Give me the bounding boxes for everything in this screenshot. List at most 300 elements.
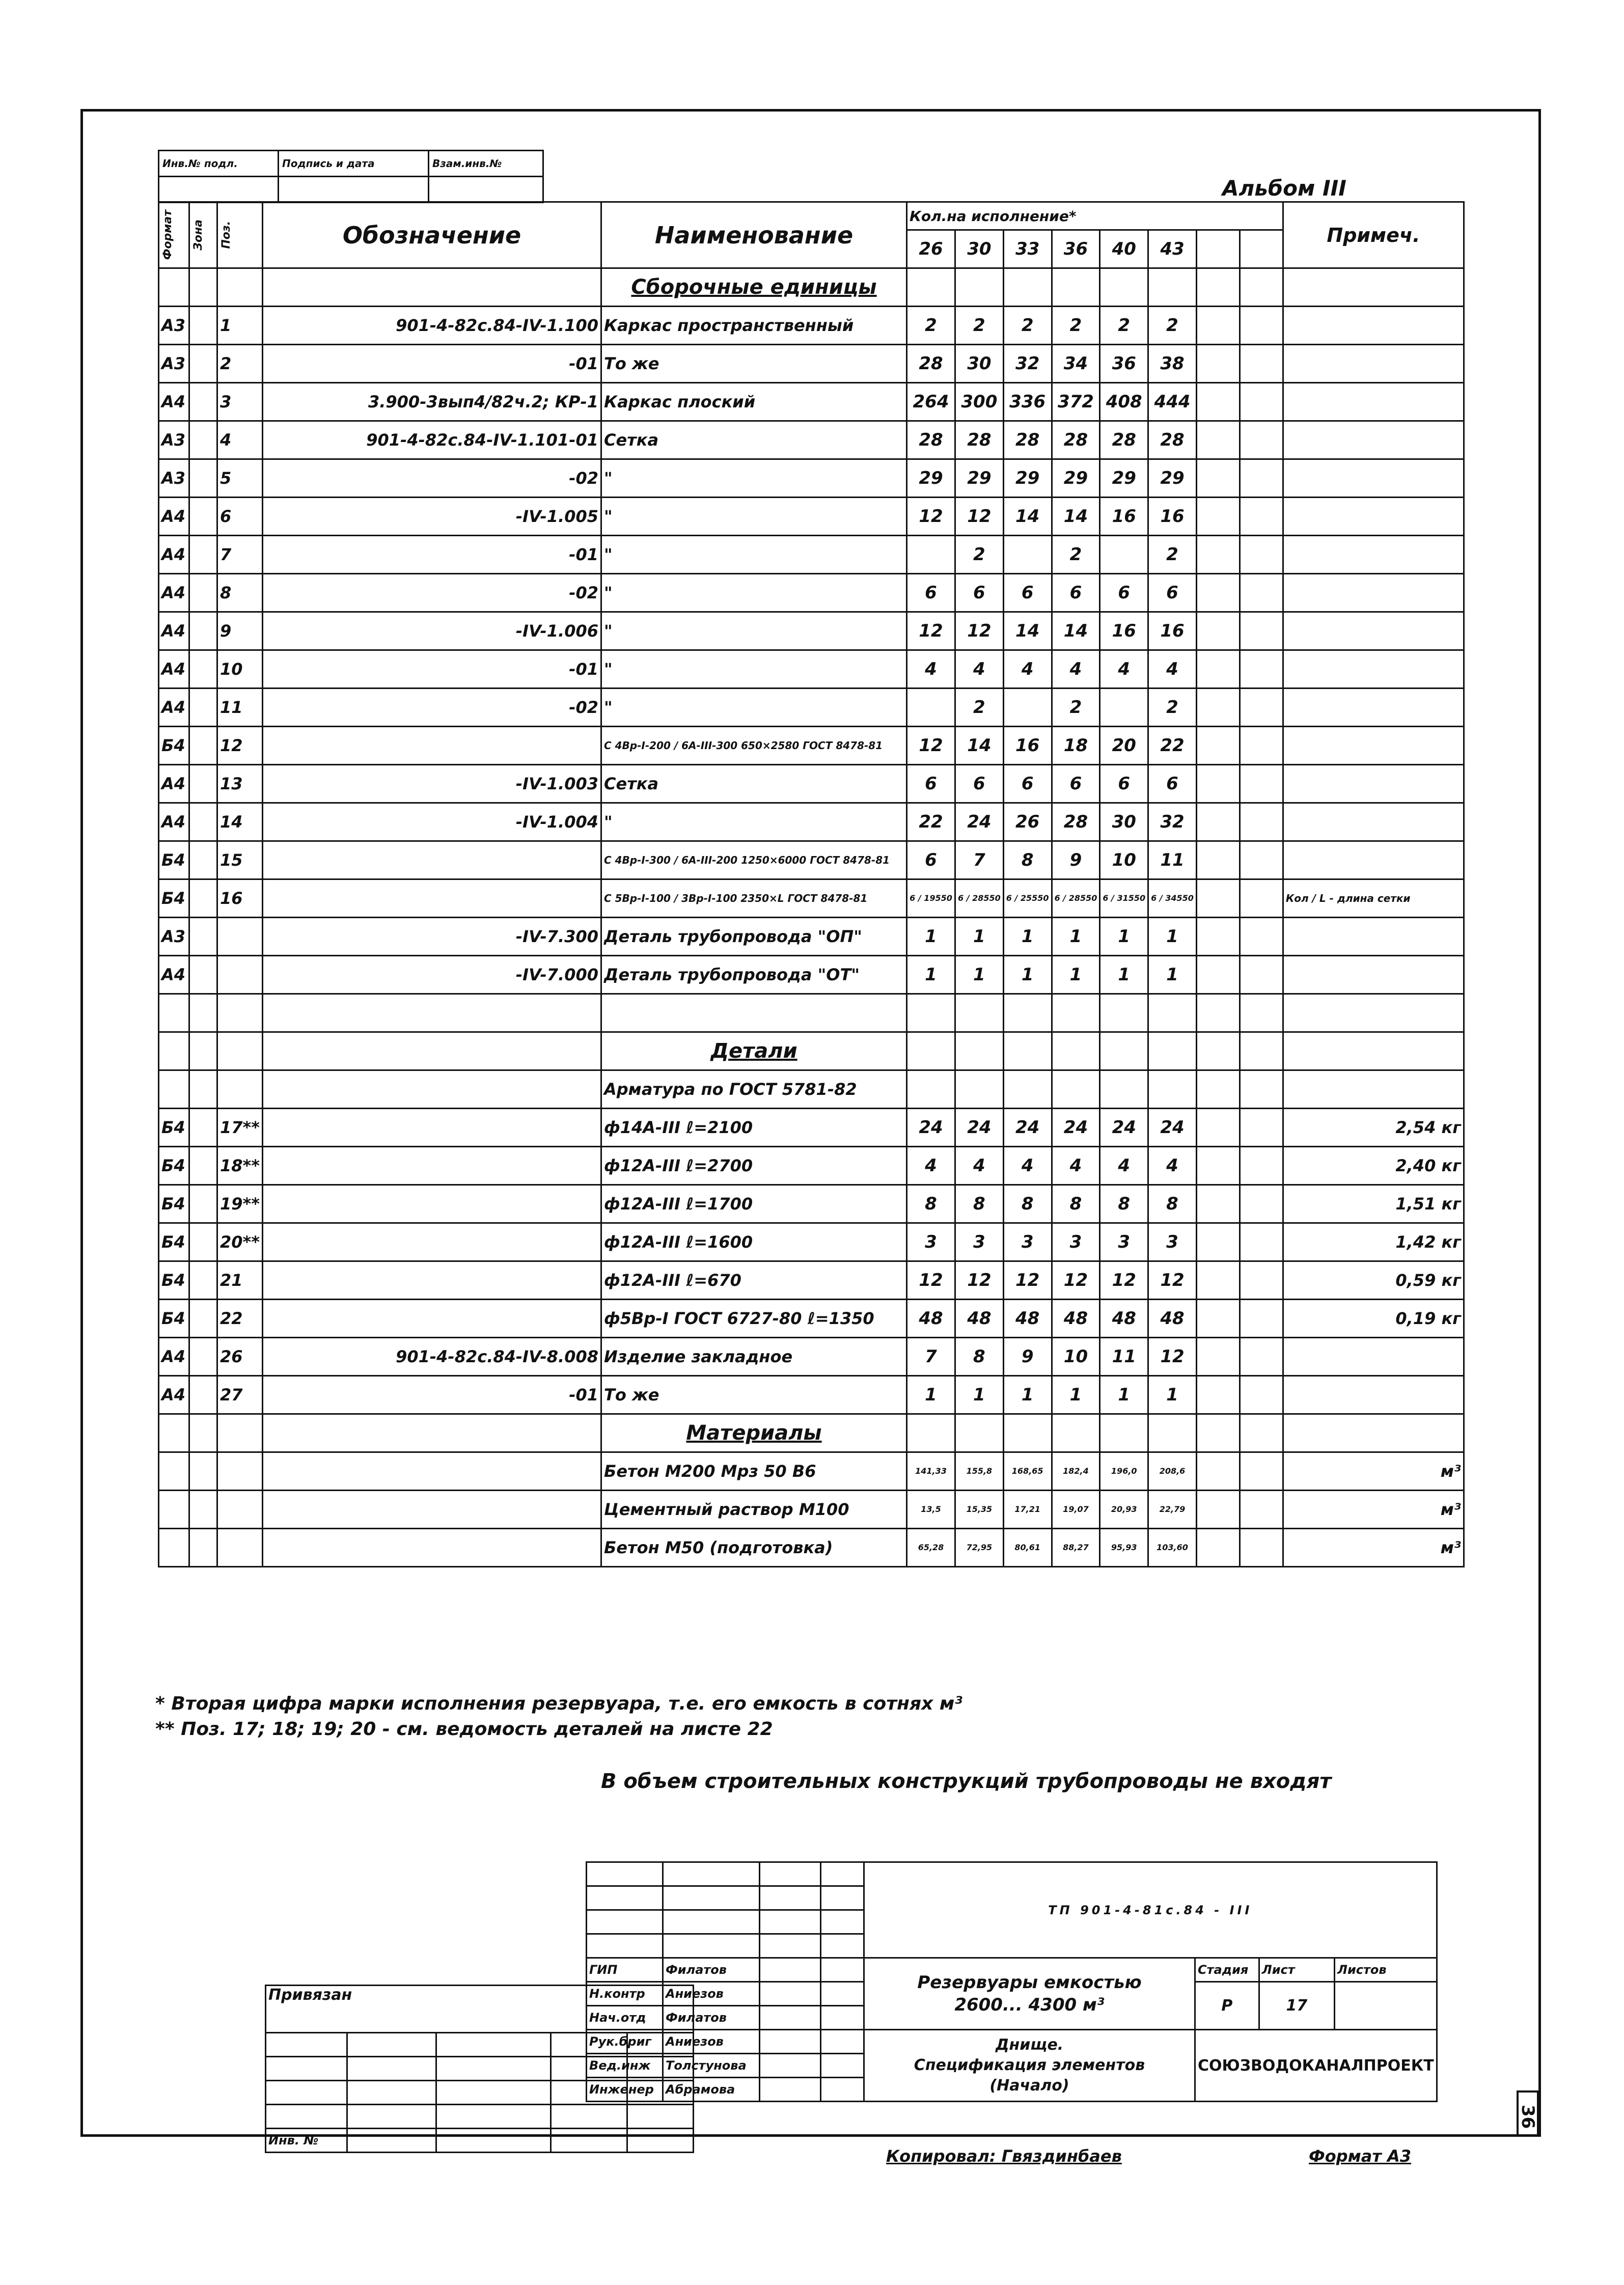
row-qty	[1196, 994, 1240, 1032]
row-name: ф12А-III ℓ=1600	[601, 1223, 907, 1261]
row-pos: 18**	[217, 1147, 263, 1185]
row-format	[159, 1529, 189, 1567]
row-pos: 11	[217, 689, 263, 727]
row-qty: 2	[955, 307, 1004, 345]
row-qty: 141,33	[907, 1452, 955, 1491]
variant-3: 33	[1003, 230, 1052, 268]
row-qty: 12	[907, 498, 955, 536]
row-qty: 1	[1052, 1376, 1100, 1414]
row-designation: 901-4-82с.84-IV-8.008	[263, 1338, 601, 1376]
row-qty	[907, 689, 955, 727]
row-qty: 6 / 19550	[907, 879, 955, 918]
row-qty: 12	[907, 1261, 955, 1300]
row-format: А3	[159, 307, 189, 345]
row-qty: 2	[1052, 536, 1100, 574]
row-qty: 30	[955, 345, 1004, 383]
row-qty: 4	[1003, 650, 1052, 689]
row-note	[1283, 1376, 1464, 1414]
row-zone	[189, 498, 217, 536]
row-qty: 6	[1052, 574, 1100, 612]
row-name: "	[601, 459, 907, 498]
row-qty	[1003, 268, 1052, 307]
variant-4: 36	[1052, 230, 1100, 268]
row-qty: 1	[955, 1376, 1004, 1414]
row-designation	[263, 1032, 601, 1070]
row-qty: 8	[1052, 1185, 1100, 1223]
row-name: "	[601, 803, 907, 841]
row-qty	[1240, 879, 1283, 918]
row-qty: 1	[955, 956, 1004, 994]
row-qty: 10	[1100, 841, 1148, 879]
row-qty: 1	[1148, 956, 1197, 994]
row-qty: 20	[1100, 727, 1148, 765]
row-qty: 12	[1052, 1261, 1100, 1300]
row-qty: 155,8	[955, 1452, 1004, 1491]
row-qty	[1196, 1109, 1240, 1147]
row-qty	[955, 268, 1004, 307]
row-qty: 24	[1100, 1109, 1148, 1147]
row-qty: 65,28	[907, 1529, 955, 1567]
row-qty	[1196, 459, 1240, 498]
row-name: "	[601, 536, 907, 574]
variant-8	[1240, 230, 1283, 268]
row-qty: 29	[1052, 459, 1100, 498]
row-pos: 21	[217, 1261, 263, 1300]
footnote-3: В объем строительных конструкций трубопроводы не входят	[601, 1770, 1332, 1793]
row-pos: 4	[217, 421, 263, 459]
row-designation	[263, 1109, 601, 1147]
row-qty	[1148, 1414, 1197, 1452]
row-zone	[189, 650, 217, 689]
row-qty: 32	[1003, 345, 1052, 383]
top-stamp-inv: Инв.№ подл.	[159, 151, 279, 177]
spec-row	[159, 1185, 1464, 1223]
row-qty: 22	[907, 803, 955, 841]
row-qty	[1240, 650, 1283, 689]
spec-row	[159, 650, 1464, 689]
top-stamp	[158, 150, 544, 203]
row-designation	[263, 841, 601, 879]
row-qty	[907, 1414, 955, 1452]
role-1: ГИП	[587, 1958, 663, 1982]
row-qty	[1196, 1338, 1240, 1376]
spec-row	[159, 803, 1464, 841]
row-designation: -01	[263, 536, 601, 574]
row-note: 1,42 кг	[1283, 1223, 1464, 1261]
row-qty: 372	[1052, 383, 1100, 421]
row-qty	[1196, 1529, 1240, 1567]
row-designation: -IV-1.004	[263, 803, 601, 841]
row-note	[1283, 918, 1464, 956]
row-qty: 1	[1052, 956, 1100, 994]
row-zone	[189, 1338, 217, 1376]
row-format: А4	[159, 536, 189, 574]
row-qty	[1240, 612, 1283, 650]
row-zone	[189, 1147, 217, 1185]
row-qty: 6	[1003, 765, 1052, 803]
row-qty: 6 / 25550	[1003, 879, 1052, 918]
row-zone	[189, 956, 217, 994]
title-sub: Днище. Спецификация элементов (Начало)	[864, 2030, 1195, 2102]
row-zone	[189, 1070, 217, 1109]
row-qty	[1196, 727, 1240, 765]
row-designation: -02	[263, 689, 601, 727]
title-block	[586, 1861, 1438, 2102]
row-qty: 6	[1100, 574, 1148, 612]
row-pos	[217, 268, 263, 307]
row-qty: 9	[1003, 1338, 1052, 1376]
row-qty: 196,0	[1100, 1452, 1148, 1491]
row-designation: -02	[263, 459, 601, 498]
row-designation	[263, 1491, 601, 1529]
row-qty: 3	[907, 1223, 955, 1261]
row-pos: 20**	[217, 1223, 263, 1261]
row-designation: -01	[263, 345, 601, 383]
row-qty: 444	[1148, 383, 1197, 421]
row-name: Каркас пространственный	[601, 307, 907, 345]
row-format: А3	[159, 459, 189, 498]
row-qty: 4	[1148, 650, 1197, 689]
row-format: А4	[159, 574, 189, 612]
row-qty	[1196, 803, 1240, 841]
row-qty: 30	[1100, 803, 1148, 841]
row-name: ф14А-III ℓ=2100	[601, 1109, 907, 1147]
row-qty: 208,6	[1148, 1452, 1197, 1491]
spec-row	[159, 956, 1464, 994]
row-qty: 4	[1052, 650, 1100, 689]
doc-code: ТП 901-4-81с.84 - III	[864, 1862, 1437, 1958]
row-qty: 26	[1003, 803, 1052, 841]
row-qty: 24	[1052, 1109, 1100, 1147]
row-note	[1283, 345, 1464, 383]
name-4: Аниезов	[663, 2030, 760, 2054]
spec-row	[159, 1300, 1464, 1338]
row-qty: 28	[1003, 421, 1052, 459]
row-note	[1283, 1070, 1464, 1109]
sheet-header: Лист	[1259, 1958, 1334, 1982]
row-qty	[1240, 841, 1283, 879]
row-qty: 12	[955, 612, 1004, 650]
row-qty: 6 / 31550	[1100, 879, 1148, 918]
row-name: ф12А-III ℓ=1700	[601, 1185, 907, 1223]
row-qty: 36	[1100, 345, 1148, 383]
row-designation	[263, 1261, 601, 1300]
row-qty: 1	[1003, 956, 1052, 994]
spec-row	[159, 536, 1464, 574]
row-pos: 27	[217, 1376, 263, 1414]
sheet-value: 17	[1259, 1982, 1334, 2030]
row-zone	[189, 612, 217, 650]
row-pos: 9	[217, 612, 263, 650]
row-format: А4	[159, 689, 189, 727]
row-designation: -IV-1.005	[263, 498, 601, 536]
row-qty	[1052, 994, 1100, 1032]
row-designation	[263, 1185, 601, 1223]
row-qty: 2	[907, 307, 955, 345]
spec-row	[159, 1338, 1464, 1376]
row-pos: 6	[217, 498, 263, 536]
row-note	[1283, 841, 1464, 879]
row-qty: 19,07	[1052, 1491, 1100, 1529]
name-1: Филатов	[663, 1958, 760, 1982]
row-zone	[189, 383, 217, 421]
row-zone	[189, 689, 217, 727]
row-name: Деталь трубопровода "ОП"	[601, 918, 907, 956]
row-pos: 12	[217, 727, 263, 765]
row-qty	[1196, 536, 1240, 574]
row-qty: 32	[1148, 803, 1197, 841]
row-note	[1283, 727, 1464, 765]
row-qty: 264	[907, 383, 955, 421]
row-qty: 1	[907, 1376, 955, 1414]
row-format: Б4	[159, 1223, 189, 1261]
spec-row	[159, 459, 1464, 498]
row-pos	[217, 1491, 263, 1529]
row-qty: 12	[1100, 1261, 1148, 1300]
row-qty: 24	[1003, 1109, 1052, 1147]
title-main: Резервуары емкостью 2600... 4300 м³	[864, 1958, 1195, 2030]
variant-7	[1196, 230, 1240, 268]
spec-row	[159, 1261, 1464, 1300]
row-qty: 2	[955, 536, 1004, 574]
row-name: То же	[601, 1376, 907, 1414]
row-format: Б4	[159, 879, 189, 918]
row-designation: 3.900-3вып4/82ч.2; КР-1	[263, 383, 601, 421]
row-qty: 48	[1100, 1300, 1148, 1338]
row-pos: 19**	[217, 1185, 263, 1223]
row-zone	[189, 1414, 217, 1452]
row-qty	[1003, 1070, 1052, 1109]
spec-row	[159, 1147, 1464, 1185]
row-qty	[1196, 345, 1240, 383]
row-qty	[1240, 918, 1283, 956]
row-qty: 16	[1148, 612, 1197, 650]
row-note: 2,54 кг	[1283, 1109, 1464, 1147]
spec-row	[159, 1376, 1464, 1414]
row-qty: 6	[1003, 574, 1052, 612]
spec-row	[159, 689, 1464, 727]
row-qty: 8	[1003, 841, 1052, 879]
row-zone	[189, 765, 217, 803]
row-name: Детали	[601, 1032, 907, 1070]
row-qty: 18	[1052, 727, 1100, 765]
row-qty	[955, 1414, 1004, 1452]
row-name: "	[601, 689, 907, 727]
row-qty	[1196, 1070, 1240, 1109]
row-qty: 28	[955, 421, 1004, 459]
row-qty: 34	[1052, 345, 1100, 383]
row-qty	[1240, 1109, 1283, 1147]
variant-2: 30	[955, 230, 1004, 268]
row-qty	[1240, 1338, 1283, 1376]
row-qty: 1	[1003, 918, 1052, 956]
footnote-2: ** Поз. 17; 18; 19; 20 - см. ведомость деталей на листе 22	[155, 1719, 773, 1740]
row-note	[1283, 956, 1464, 994]
row-qty: 12	[955, 1261, 1004, 1300]
organization: СОЮЗВОДОКАНАЛПРОЕКТ	[1195, 2030, 1437, 2102]
row-zone	[189, 1529, 217, 1567]
row-pos	[217, 1414, 263, 1452]
row-qty: 1	[907, 918, 955, 956]
row-zone	[189, 1223, 217, 1261]
spec-row	[159, 383, 1464, 421]
row-designation: -IV-7.300	[263, 918, 601, 956]
row-pos: 13	[217, 765, 263, 803]
row-qty: 8	[1148, 1185, 1197, 1223]
row-qty: 24	[955, 1109, 1004, 1147]
row-note: м³	[1283, 1452, 1464, 1491]
row-qty: 6	[907, 765, 955, 803]
row-name: "	[601, 498, 907, 536]
row-zone	[189, 918, 217, 956]
row-qty: 8	[955, 1185, 1004, 1223]
row-qty: 182,4	[1052, 1452, 1100, 1491]
col-note: Примеч.	[1283, 202, 1464, 268]
row-qty	[1240, 1147, 1283, 1185]
row-name: "	[601, 650, 907, 689]
row-qty	[1196, 383, 1240, 421]
row-qty	[1196, 956, 1240, 994]
row-qty	[1003, 689, 1052, 727]
role-6: Инженер	[587, 2078, 663, 2102]
row-format	[159, 1452, 189, 1491]
name-5: Толстунова	[663, 2054, 760, 2078]
row-qty: 2	[955, 689, 1004, 727]
row-qty: 20,93	[1100, 1491, 1148, 1529]
row-qty: 28	[907, 345, 955, 383]
row-qty: 6	[955, 765, 1004, 803]
row-qty	[1100, 994, 1148, 1032]
row-qty	[907, 1070, 955, 1109]
row-qty: 7	[955, 841, 1004, 879]
row-qty: 24	[1148, 1109, 1197, 1147]
row-qty	[907, 536, 955, 574]
row-format	[159, 1491, 189, 1529]
row-designation	[263, 268, 601, 307]
row-pos: 22	[217, 1300, 263, 1338]
row-zone	[189, 307, 217, 345]
row-qty: 9	[1052, 841, 1100, 879]
row-qty	[907, 994, 955, 1032]
row-qty	[1196, 307, 1240, 345]
row-qty: 12	[1148, 1261, 1197, 1300]
col-qty: Кол.на исполнение*	[907, 202, 1283, 230]
row-format	[159, 268, 189, 307]
row-qty: 22	[1148, 727, 1197, 765]
row-qty	[1196, 841, 1240, 879]
row-pos	[217, 918, 263, 956]
specification-table	[158, 201, 1465, 1567]
row-qty	[1196, 1147, 1240, 1185]
row-note: 1,51 кг	[1283, 1185, 1464, 1223]
row-note	[1283, 307, 1464, 345]
row-qty: 12	[955, 498, 1004, 536]
side-number-box	[1517, 2090, 1539, 2136]
row-name: С 4Вр-I-300 / 6А-III-200 1250×6000 ГОСТ 8478-81	[601, 841, 907, 879]
row-format: Б4	[159, 727, 189, 765]
spec-row	[159, 1529, 1464, 1567]
row-qty	[1052, 1414, 1100, 1452]
spec-row	[159, 574, 1464, 612]
row-qty: 12	[1003, 1261, 1052, 1300]
row-qty: 1	[1052, 918, 1100, 956]
row-qty	[1196, 498, 1240, 536]
row-pos	[217, 1032, 263, 1070]
row-qty: 95,93	[1100, 1529, 1148, 1567]
row-zone	[189, 1491, 217, 1529]
row-qty	[1100, 1032, 1148, 1070]
row-qty: 1	[1148, 1376, 1197, 1414]
row-qty: 14	[1003, 612, 1052, 650]
name-2: Аниезов	[663, 1982, 760, 2006]
row-qty: 2	[1148, 689, 1197, 727]
row-qty	[1240, 498, 1283, 536]
col-zone: Зона	[192, 219, 205, 251]
row-qty	[1196, 1376, 1240, 1414]
row-pos	[217, 1529, 263, 1567]
row-zone	[189, 574, 217, 612]
spec-row	[159, 765, 1464, 803]
row-format	[159, 1070, 189, 1109]
row-zone	[189, 803, 217, 841]
role-5: Вед.инж	[587, 2054, 663, 2078]
row-qty	[1240, 574, 1283, 612]
row-pos: 14	[217, 803, 263, 841]
row-zone	[189, 345, 217, 383]
row-qty	[1003, 994, 1052, 1032]
row-qty: 1	[955, 918, 1004, 956]
row-qty	[1100, 1070, 1148, 1109]
row-zone	[189, 841, 217, 879]
row-qty	[1240, 1452, 1283, 1491]
row-designation: -02	[263, 574, 601, 612]
col-designation: Обозначение	[263, 202, 601, 268]
row-qty	[1148, 1032, 1197, 1070]
row-qty: 14	[1052, 612, 1100, 650]
row-qty: 4	[907, 1147, 955, 1185]
row-format: Б4	[159, 1261, 189, 1300]
row-zone	[189, 421, 217, 459]
row-qty	[907, 268, 955, 307]
row-zone	[189, 459, 217, 498]
row-qty: 72,95	[955, 1529, 1004, 1567]
row-qty: 6	[1148, 574, 1197, 612]
row-qty	[1196, 689, 1240, 727]
row-format: А4	[159, 956, 189, 994]
row-name: Сборочные единицы	[601, 268, 907, 307]
spec-row	[159, 1414, 1464, 1452]
row-note	[1283, 268, 1464, 307]
row-note	[1283, 383, 1464, 421]
row-designation	[263, 879, 601, 918]
spec-row	[159, 612, 1464, 650]
row-qty: 2	[1003, 307, 1052, 345]
row-name: ф12А-III ℓ=670	[601, 1261, 907, 1300]
row-zone	[189, 1376, 217, 1414]
row-qty: 22,79	[1148, 1491, 1197, 1529]
row-qty	[1052, 1032, 1100, 1070]
row-format: А4	[159, 650, 189, 689]
row-note	[1283, 650, 1464, 689]
row-qty	[1240, 1070, 1283, 1109]
row-qty	[1196, 1491, 1240, 1529]
row-qty: 12	[907, 612, 955, 650]
row-qty: 16	[1148, 498, 1197, 536]
row-qty	[955, 994, 1004, 1032]
role-2: Н.контр	[587, 1982, 663, 2006]
copied-by: Копировал: Гвяздинбаев	[886, 2146, 1122, 2166]
row-qty: 4	[1052, 1147, 1100, 1185]
